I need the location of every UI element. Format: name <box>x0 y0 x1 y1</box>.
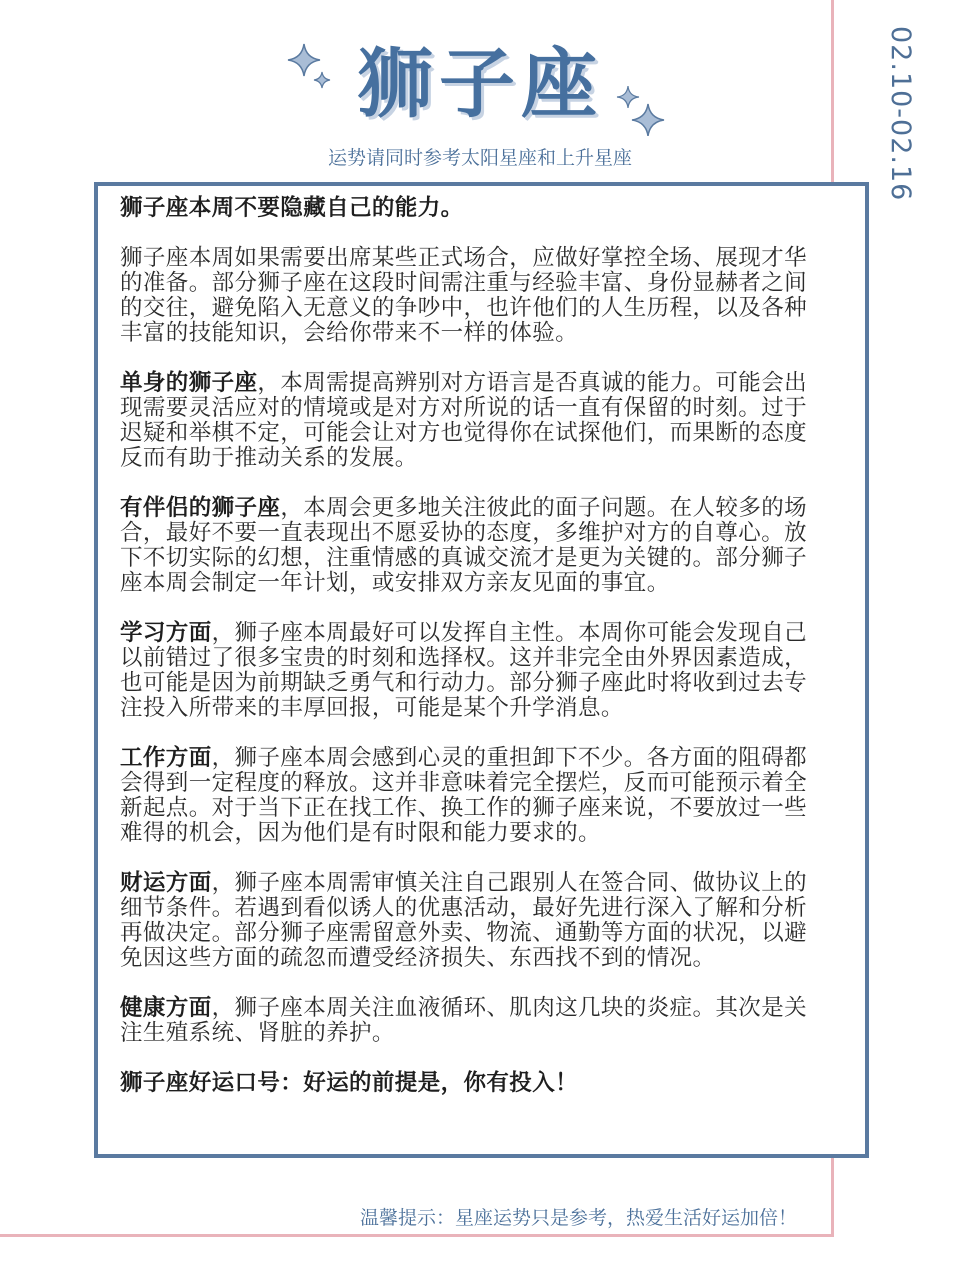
section-text: ，狮子座本周需审慎关注自己跟别人在签合同、做协议上的细节条件。若遇到看似诱人的优惠活动，最好先进行深入了解和分析再做决定。部分狮子座需留意外卖、物流、通勤等方面的状况，以避免因这些方面的疏忽而遭受经济损失、东西找不到的情况。 <box>120 870 808 971</box>
section-finance <box>120 871 820 971</box>
slogan-paragraph <box>120 1071 820 1096</box>
section-partnered <box>120 496 820 596</box>
section-label: 有伴侣的狮子座 <box>120 495 281 521</box>
sparkle-icon <box>286 42 336 92</box>
horoscope-content <box>120 196 820 1121</box>
headline-paragraph <box>120 196 820 221</box>
section-health <box>120 996 820 1046</box>
page-title: 狮子座 <box>357 39 603 128</box>
section-label: 单身的狮子座 <box>120 370 258 396</box>
section-text: ，本周需提高辨别对方语言是否真诚的能力。可能会出现需要灵活应对的情境或是对方对所说的话一直有保留的时刻。过于迟疑和举棋不定，可能会让对方也觉得你在试探他们，而果断的态度反而有助于推动关系的发展。 <box>120 370 808 471</box>
section-text: ，狮子座本周会感到心灵的重担卸下不少。各方面的阻碍都会得到一定程度的释放。这并非意味着完全摆烂，反而可能预示着全新起点。对于当下正在找工作、换工作的狮子座来说，不要放过一些难得的机会，因为他们是有时限和能力要求的。 <box>120 745 808 846</box>
section-text: ，狮子座本周最好可以发挥自主性。本周你可能会发现自己以前错过了很多宝贵的时刻和选择权。这并非完全由外界因素造成，也可能是因为前期缺乏勇气和行动力。部分狮子座此时将收到过去专注投入所带来的丰厚回报，可能是某个升学消息。 <box>120 620 808 721</box>
section-text: ，狮子座本周关注血液循环、肌肉这几块的炎症。其次是关注生殖系统、肾脏的养护。 <box>120 995 808 1046</box>
section-work <box>120 746 820 846</box>
slogan: 狮子座好运口号：好运的前提是，你有投入！ <box>120 1070 579 1096</box>
decorative-frame-line-horizontal <box>0 1234 834 1237</box>
section-label: 财运方面 <box>120 870 212 896</box>
section-study <box>120 621 820 721</box>
footer-tip: 温馨提示：星座运势只是参考，热爱生活好运加倍！ <box>360 1207 798 1229</box>
section-text: ，本周会更多地关注彼此的面子问题。在人较多的场合，最好不要一直表现出不愿妥协的态度，多维护对方的自尊心。放下不切实际的幻想，注重情感的真诚交流才是更为关键的。部分狮子座本周会制定一年计划，或安排双方亲友见面的事宜。 <box>120 495 808 596</box>
section-label: 健康方面 <box>120 995 212 1021</box>
section-label: 学习方面 <box>120 620 212 646</box>
intro-paragraph: 狮子座本周如果需要出席某些正式场合，应做好掌控全场、展现才华的准备。部分狮子座在这段时间需注重与经验丰富、身份显赫者之间的交往，避免陷入无意义的争吵中，也许他们的人生历程，以及各种丰富的技能知识，会给你带来不一样的体验。 <box>120 245 808 346</box>
section-single <box>120 371 820 471</box>
subtitle: 运势请同时参考太阳星座和上升星座 <box>327 147 632 169</box>
section-label: 工作方面 <box>120 745 212 771</box>
date-range: 02.10-02.16 <box>885 26 916 202</box>
headline: 狮子座本周不要隐藏自己的能力。 <box>120 195 464 221</box>
